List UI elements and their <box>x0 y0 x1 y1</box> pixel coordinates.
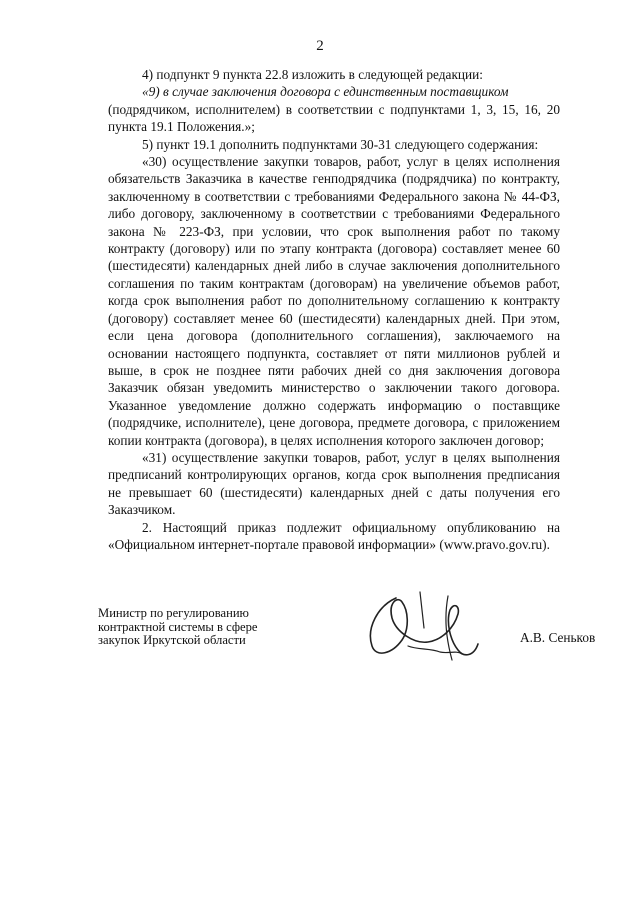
item-4-heading: 4) подпункт 9 пункта 22.8 изложить в следующей редакции: <box>142 67 483 82</box>
signatory-name: А.В. Сеньков <box>520 630 596 645</box>
document-body <box>108 66 560 553</box>
signatory-title-line-2: контрактной системы в сфере <box>98 619 258 634</box>
page-number: 2 <box>316 38 324 54</box>
subitem-30-text-b: когда срок выполнения работ по дополнительному соглашению к контракту (договору) составляет менее 60 (шестидесяти) календарных дней. При этом, если цена договора (дополнительного соглашения), заключаемого на основании настоящего подпункта, составляет от пяти миллионов рублей и выше, в срок не позднее пяти рабочих дней со дня заключения договора Заказчик обязан уведомить министерство о заключении такого договора. Указанное уведомление должно содержать информацию о поставщике (подрядчике, исполнителе), цене договора, предмете договора, с приложением копии контракта (договора), в целях исполнения которого заключен договор; <box>108 293 560 448</box>
signatory-title <box>98 607 298 648</box>
handwritten-signature <box>358 588 488 668</box>
signatory-title-line-3: закупок Иркутской области <box>98 633 246 648</box>
subitem-30-text-a: «30) осуществление закупки товаров, работ, услуг в целях исполнения обязательств Заказчика в качестве генподрядчика (подрядчика) по контракту, заключенному в соответствии с требованиями Федерального закона № 44-ФЗ, либо договору, заключенному в соответствии с требованиями Федерального закона № 223-ФЗ, при условии, что срок выполнения работ по такому контракту (договору) или по этапу контракта (договора) составляет менее 60 (шестидесяти) календарных дней либо в случае заключения дополнительного соглашения по таким контрактам (договорам) на увеличение объемов работ, <box>108 154 560 291</box>
item-5-heading: 5) пункт 19.1 дополнить подпунктами 30-31 следующего содержания: <box>142 136 539 152</box>
item-4-quote-start: «9) в случае заключения договора с единственным поставщиком <box>142 84 509 100</box>
subitem-31: «31) осуществление закупки товаров, работ, услуг в целях выполнения предписаний контролирующих органов, когда срок выполнения предписания не превышает 60 (шестидесяти) календарных дней с даты получения его Заказчиком. <box>108 449 560 518</box>
subitem-30-part-a <box>108 153 560 449</box>
signatory-title-line-1: Министр по регулированию <box>98 606 249 620</box>
item-2-publication: 2. Настоящий приказ подлежит официальному опубликованию на «Официальном интернет-портале правовой информации» (www.pravo.gov.ru). <box>108 519 560 552</box>
item-4-quote-rest: (подрядчиком, исполнителем) в соответствии с подпунктами 1, 3, 15, 16, 20 пункта 19.1 Положения.»; <box>108 101 560 135</box>
